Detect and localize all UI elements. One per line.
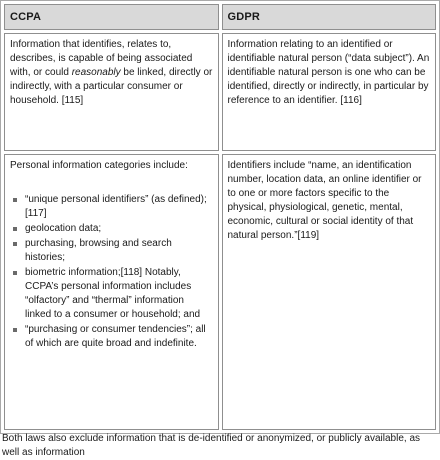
gdpr-identifiers-cell	[222, 154, 437, 430]
column-header-ccpa: CCPA	[4, 4, 219, 30]
table-row	[4, 154, 436, 430]
ccpa-definition-part: be linked, directly or indirectly, with a particular consumer or household. [115]	[10, 67, 213, 106]
ccpa-categories-cell	[4, 154, 219, 430]
list-item	[10, 323, 213, 351]
list-item-text: “unique personal identifiers” (as defined);[117]	[25, 194, 207, 219]
ccpa-categories-list	[10, 193, 213, 351]
ccpa-definition-emphasis: reasonably	[71, 67, 121, 78]
ccpa-definition-text	[10, 38, 213, 108]
ccpa-definition-cell	[4, 33, 219, 151]
list-item	[10, 237, 213, 265]
list-item	[10, 266, 213, 322]
square-bullet-icon	[13, 198, 17, 202]
square-bullet-icon	[13, 227, 17, 231]
gdpr-identifiers-text: Identifiers include “name, an identification number, location data, an online identifier or to one or more factors specific to the physical, physiological, genetic, mental, economic, cultural or social identity of that natural person.”[119]	[227, 160, 422, 241]
square-bullet-icon	[13, 242, 17, 246]
ccpa-categories-intro: Personal information categories include:	[10, 160, 188, 171]
ccpa-definition-part: Information that identifies, relates to, describes, is capable of being associated with, or could	[10, 39, 193, 78]
table-row	[4, 33, 436, 151]
column-header-gdpr: GDPR	[222, 4, 437, 30]
table-header-row	[4, 4, 436, 30]
square-bullet-icon	[13, 328, 17, 332]
list-item-text: purchasing, browsing and search histories;	[25, 238, 172, 263]
gdpr-definition-text: Information relating to an identified or identifiable natural person (“data subject”). An identifiable natural person is one who can be identified, directly or indirectly, in particular by reference to an identifier. [116]	[227, 39, 430, 106]
square-bullet-icon	[13, 271, 17, 275]
gdpr-definition-cell	[222, 33, 437, 151]
list-item-text: geolocation data;	[25, 223, 102, 234]
footer-paragraph	[2, 432, 422, 458]
list-item-text: “purchasing or consumer tendencies”; all of which are quite broad and indefinite.	[25, 324, 206, 349]
list-item	[10, 222, 213, 236]
footer-paragraph-text: Both laws also exclude information that is de-identified or anonymized, or publicly available, as well as information	[2, 433, 421, 458]
list-item	[10, 193, 213, 221]
list-item-text: biometric information;[118] Notably, CCPA’s personal information includes “olfactory” and “thermal” information linked to a consumer or household; and	[25, 267, 201, 320]
